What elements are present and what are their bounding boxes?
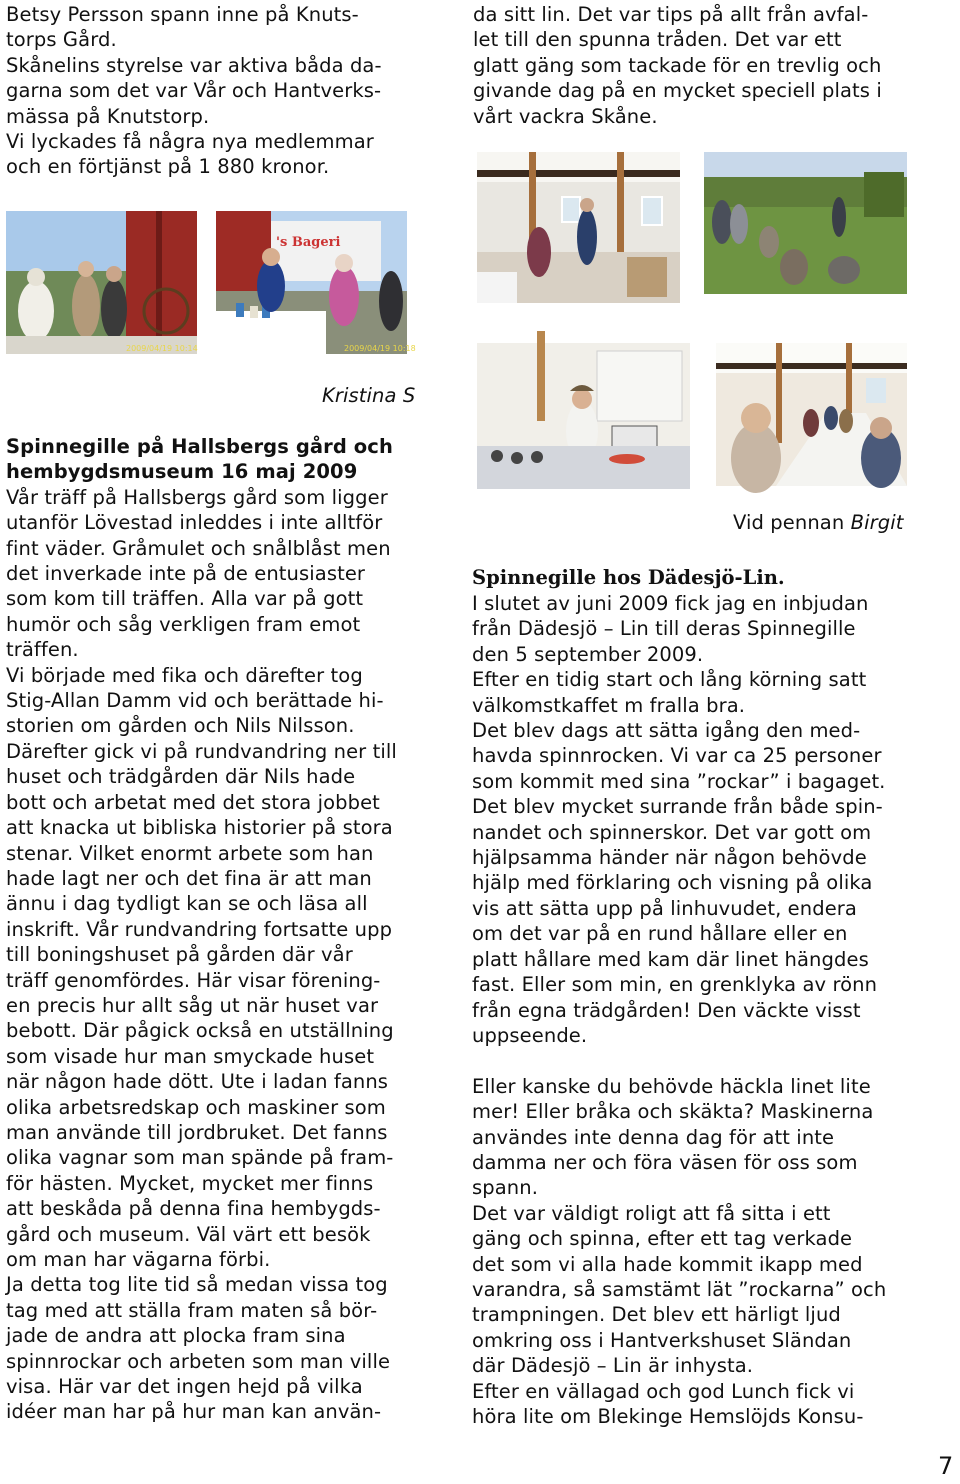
text-line: Eller kanske du behövde häckla linet lite [472, 1074, 871, 1098]
text-line: den 5 september 2009. [472, 642, 704, 666]
text-line: idéer man har på hur man kan använ- [6, 1400, 382, 1424]
signature-name: Birgit [850, 511, 904, 534]
text-line: uppseende. [472, 1023, 588, 1047]
text-line: hade lagt ner och det fina är att man [6, 866, 372, 890]
text-line: platt hållare med kam där linet hängdes [472, 947, 869, 971]
text-line: Därefter gick vi på rundvandring ner till [6, 739, 397, 763]
text-line: varandra, så samstämt lät ”rockarna” och [472, 1277, 887, 1301]
bakery-sign-text: 's Bageri [276, 235, 341, 250]
text-line: välkomstkaffet m fralla bra. [472, 693, 746, 717]
text-line: till boningshuset på gården där vår [6, 943, 353, 967]
text-line: mässa på Knutstorp. [6, 104, 210, 128]
text-line: Vår träff på Hallsbergs gård som ligger [6, 485, 388, 509]
text-line: det som vi alla hade kommit ikapp med [472, 1252, 863, 1276]
text-line: Ja detta tog lite tid så medan vissa tog [6, 1273, 388, 1297]
text-line: inskrift. Vår rundvandring fortsatte upp [6, 917, 393, 941]
text-line: att knacka ut bibliska historier på stora [6, 816, 393, 840]
photo-outdoor-spinners [6, 211, 197, 354]
text-line: I slutet av juni 2009 fick jag en inbjudan [472, 592, 869, 615]
text-line: vårt vackra Skåne. [473, 104, 658, 128]
photo-date-stamp: 2009/04/19 10:14 [126, 344, 198, 353]
text-line: nandet och spinnerskor. Det var gott om [472, 820, 872, 844]
text-line: damma ner och föra väsen för oss som [472, 1150, 858, 1174]
text-line: att beskåda på denna fina hembygds- [6, 1197, 381, 1221]
text-line [472, 1048, 886, 1073]
text-line: havda spinnrocken. Vi var ca 25 personer [472, 744, 882, 768]
photo-cafe-interior [477, 152, 680, 303]
text-line: gård och museum. Väl värt ett besök [6, 1222, 371, 1246]
text-line: stenar. Vilket enormt arbete som han [6, 841, 374, 865]
photo-kitchen [477, 331, 690, 489]
text-line: Det var väldigt roligt att få sitta i ett [472, 1201, 831, 1225]
article-right [472, 591, 886, 1429]
text-line: visa. Här var det ingen hejd på vilka [6, 1375, 363, 1399]
text-line: när någon hade dött. Ute i ladan fanns [6, 1070, 389, 1094]
text-line: hjälp med förklaring och visning på olika [472, 871, 873, 895]
text-line: mer! Eller bråka och skäkta? Maskinerna [472, 1100, 874, 1124]
text-line: tag med att ställa fram maten så bör- [6, 1298, 378, 1322]
text-line: fint väder. Gråmulet och snålblåst men [6, 536, 391, 560]
text-line: utanför Lövestad inleddes i inte alltför [6, 511, 383, 535]
text-line: användes inte denna dag för att inte [472, 1125, 835, 1149]
text-line: från Dädesjö – Lin till deras Spinnegille [472, 617, 856, 641]
text-line: som visade hur man smyckade huset [6, 1044, 375, 1068]
text-line: Vi lyckades få några nya medlemmar [6, 130, 374, 154]
text-line: jade de andra att plocka fram sina [6, 1324, 346, 1348]
signature-birgit [733, 510, 903, 535]
text-line: om man har vägarna förbi. [6, 1248, 271, 1271]
article-right-heading: Spinnegille hos Dädesjö-Lin. [472, 566, 785, 589]
text-line: man använde till jordbruket. Det fanns [6, 1120, 388, 1144]
text-line: olika arbetsredskap och maskiner som [6, 1095, 386, 1119]
text-line: för hästen. Mycket, mycket mer finns [6, 1171, 374, 1195]
text-line: från egna trädgården! Den väckte visst [472, 998, 861, 1022]
text-line: glatt gäng som tackade för en trevlig och [473, 53, 882, 77]
text-line: torps Gård. [6, 28, 117, 52]
article-left [6, 434, 397, 1425]
text-line: bott och arbetat med det stora jobbet [6, 790, 380, 814]
text-line: bebott. Där pågick också en utställning [6, 1019, 394, 1043]
text-line: spann. [472, 1176, 539, 1200]
text-line: fast. Eller som min, en grenklyka av rönn [472, 973, 878, 997]
text-line: trampningen. Det blev ett härligt ljud [472, 1303, 841, 1327]
text-line: träffen. [6, 638, 79, 662]
text-line: spinnrockar och arbeten som man ville [6, 1349, 391, 1373]
text-line: storien om gården och Nils Nilsson. [6, 714, 355, 738]
text-line: som kommit med sina ”rockar” i bagaget. [472, 769, 886, 793]
article-left-heading: hembygdsmuseum 16 maj 2009 [6, 460, 358, 484]
text-line: vis att sätta upp på linhuvudet, endera [472, 896, 857, 920]
text-line: humör och såg verkligen fram emot [6, 612, 361, 636]
photo-garden-stones [704, 152, 907, 294]
article-left-heading: Spinnegille på Hallsbergs gård och [6, 435, 393, 458]
text-line: givande dag på en mycket speciell plats i [473, 79, 882, 103]
text-line: Betsy Persson spann inne på Knuts- [6, 3, 359, 26]
text-line: Det blev dags att sätta igång den med- [472, 719, 861, 743]
text-line: huset och trädgården där Nils hade [6, 765, 356, 789]
text-line: garna som det var Vår och Hantverks- [6, 79, 382, 103]
text-line: om det var på en rund hållare eller en [472, 922, 848, 946]
photo-long-table [716, 343, 907, 486]
text-line: höra lite om Blekinge Hemslöjds Konsu- [472, 1404, 864, 1428]
text-line: som kom till träffen. Alla var på gott [6, 587, 364, 611]
text-line: da sitt lin. Det var tips på allt från avfal- [473, 3, 869, 26]
text-line: Det blev mycket surrande från både spin- [472, 795, 883, 819]
text-line: det inverkade inte på de entusiaster [6, 562, 366, 586]
text-line: en precis hur allt såg ut när huset var [6, 993, 379, 1017]
text-line: Efter en vällagad och god Lunch fick vi [472, 1379, 855, 1403]
photo-bakery-market [216, 211, 416, 354]
text-line: Stig-Allan Damm vid och berättade hi- [6, 689, 384, 713]
text-line: ännu i dag tydligt kan se och läsa all [6, 892, 368, 916]
photo-date-stamp: 2009/04/19 10:18 [344, 344, 416, 353]
text-line: olika vagnar som man spände på fram- [6, 1146, 394, 1170]
text-line: omkring oss i Hantverkshuset Sländan [472, 1328, 852, 1352]
text-line: och en förtjänst på 1 880 kronor. [6, 155, 330, 179]
text-line: Skånelins styrelse var aktiva båda da- [6, 53, 382, 77]
signature-kristina: Kristina S [322, 384, 416, 407]
text-line: gäng och spinna, efter ett tag verkade [472, 1227, 853, 1251]
text-line: hjälpsamma händer när någon behövde [472, 846, 867, 870]
intro-left [6, 2, 382, 180]
signature-prefix: Vid pennan [733, 511, 851, 534]
text-line: träff genomfördes. Här visar förening- [6, 968, 381, 992]
text-line: let till den spunna tråden. Det var ett [473, 28, 842, 52]
text-line: där Dädesjö – Lin är inhysta. [472, 1354, 754, 1378]
page-number: 7 [938, 1452, 954, 1480]
intro-right [473, 2, 882, 129]
text-line: Vi började med fika och därefter tog [6, 663, 363, 687]
text-line: Efter en tidig start och lång körning satt [472, 668, 867, 692]
